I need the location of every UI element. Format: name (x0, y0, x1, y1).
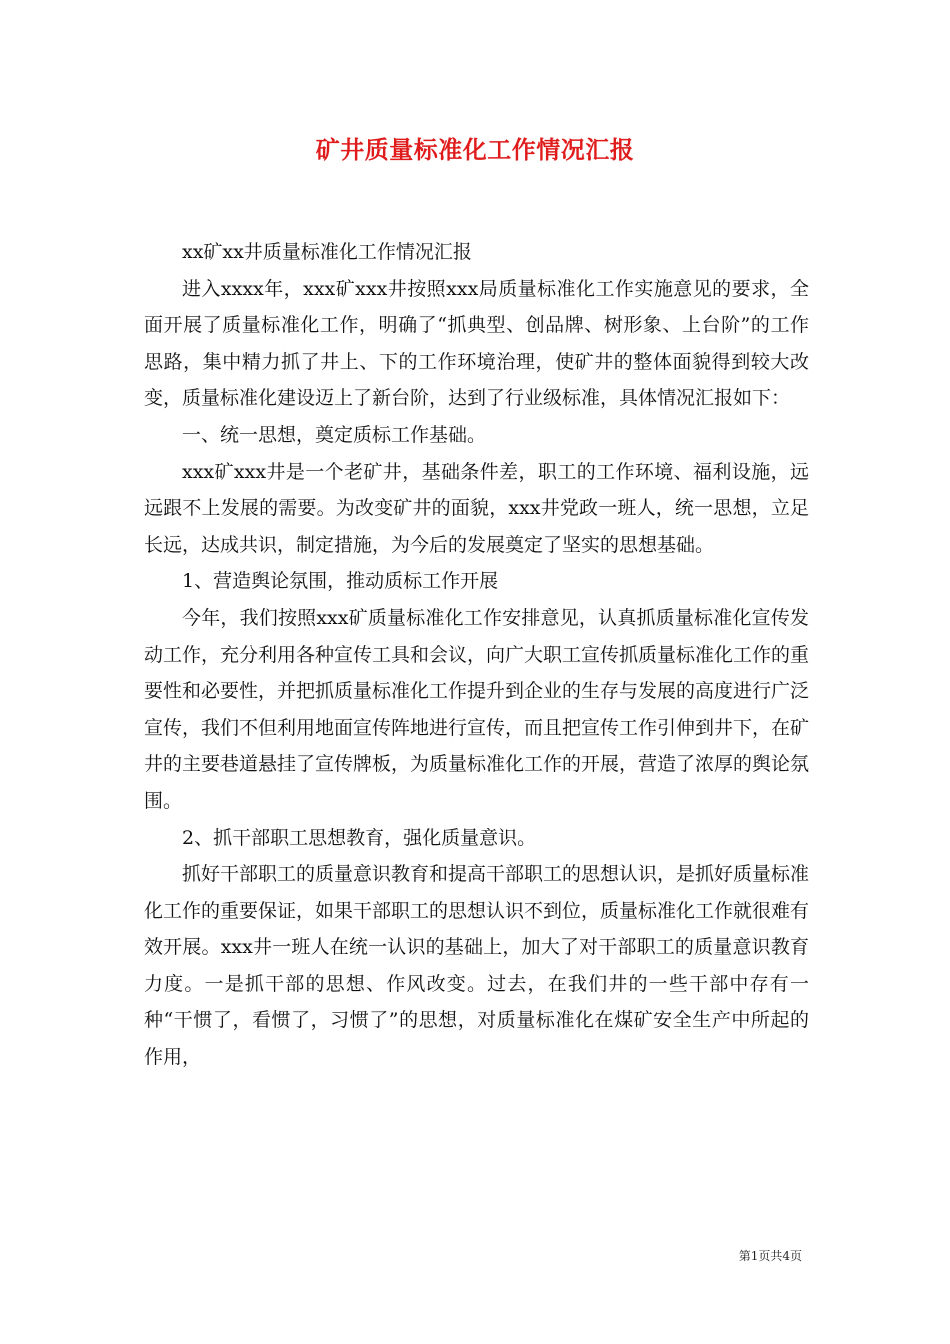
subsection-heading-1: 1、营造舆论氛围，推动质标工作开展 (182, 570, 499, 593)
paragraph-subtitle: xx矿xx井质量标准化工作情况汇报 (182, 241, 472, 263)
paragraph-background: xxx矿xxx井是一个老矿井，基础条件差，职工的工作环境、福利设施，远远跟不上发展的需要。为改变矿井的面貌，xxx井党政一班人，统一思想，立足长远，达成共识，制定措施，为今后的发展奠定了坚实的思想基础。 (144, 460, 809, 556)
paragraph-publicity: 今年，我们按照xxx矿质量标准化工作安排意见，认真抓质量标准化宣传发动工作，充分利用各种宣传工具和会议，向广大职工宣传抓质量标准化工作的重要性和必要性，并把抓质量标准化工作提升到企业的生存与发展的高度进行广泛宣传，我们不但利用地面宣传阵地进行宣传，而且把宣传工作引伸到井下，在矿井的主要巷道悬挂了宣传牌板，为质量标准化工作的开展，营造了浓厚的舆论氛围。 (144, 606, 810, 812)
section-heading-1: 一、统一思想，奠定质标工作基础。 (182, 423, 487, 446)
document-body (144, 234, 809, 1076)
document-title: 矿井质量标准化工作情况汇报 (315, 135, 635, 164)
page-number-footer: 第1页共4页 (738, 1249, 802, 1263)
paragraph-intro: 进入xxxx年，xxx矿xxx井按照xxx局质量标准化工作实施意见的要求，全面开展了质量标准化工作，明确了“抓典型、创品牌、树形象、上台阶”的工作思路，集中精力抓了井上、下的工作环境治理，使矿井的整体面貌得到较大改变，质量标准化建设迈上了新台阶，达到了行业级标准，具体情况汇报如下： (144, 277, 809, 410)
paragraph-education: 抓好干部职工的质量意识教育和提高干部职工的思想认识，是抓好质量标准化工作的重要保证，如果干部职工的思想认识不到位，质量标准化工作就很难有效开展。xxx井一班人在统一认识的基础上，加大了对干部职工的质量意识教育力度。一是抓干部的思想、作风改变。过去，在我们井的一些干部中存有一种“干惯了，看惯了，习惯了”的思想，对质量标准化在煤矿安全生产中所起的作用， (144, 863, 810, 1069)
subsection-heading-2: 2、抓干部职工思想教育，强化质量意识。 (182, 826, 537, 849)
